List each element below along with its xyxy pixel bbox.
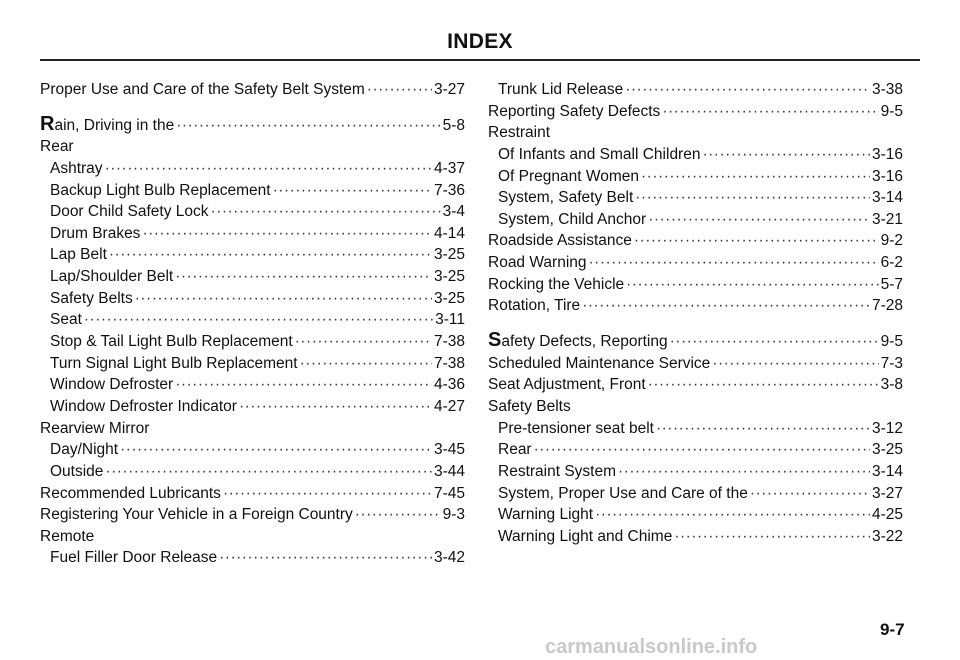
- index-entry-label: Remote: [40, 527, 95, 545]
- index-entry-label: Rocking the Vehicle: [488, 275, 625, 293]
- index-entry-page: 3-25: [433, 268, 465, 286]
- index-entry: [488, 230, 903, 252]
- index-entry: [488, 483, 903, 505]
- dot-leader: [300, 353, 432, 374]
- index-entry-label: Safety Defects, Reporting: [488, 329, 668, 352]
- dot-leader: [120, 439, 432, 460]
- index-entry: [488, 353, 903, 375]
- index-entry: [40, 483, 465, 505]
- index-entry-page: 7-38: [433, 354, 465, 372]
- index-entry-page: 3-25: [871, 441, 903, 459]
- index-entry-label: Road Warning: [488, 254, 587, 272]
- index-entry: [488, 79, 903, 101]
- dot-leader: [670, 331, 879, 352]
- dot-leader: [295, 331, 432, 352]
- index-entry: [40, 201, 465, 223]
- index-entry-label: Lap/Shoulder Belt: [50, 268, 174, 286]
- index-entry-page: 3-11: [435, 311, 465, 329]
- page-title: INDEX: [447, 30, 513, 53]
- index-entry-label: Lap Belt: [50, 246, 107, 264]
- dot-leader: [211, 201, 441, 222]
- index-entry-label: Rain, Driving in the: [40, 112, 175, 135]
- index-entry-label: Drum Brakes: [50, 224, 141, 242]
- index-entry-page: 9-2: [880, 232, 903, 250]
- index-entry-label: Window Defroster: [50, 376, 174, 394]
- dot-leader: [634, 230, 879, 251]
- dot-leader: [648, 209, 870, 230]
- index-entry: [488, 374, 903, 396]
- index-entry-page: 3-25: [433, 289, 465, 307]
- dot-leader: [648, 374, 879, 395]
- index-entry-label: Reporting Safety Defects: [488, 102, 661, 120]
- index-entry-label: Seat Adjustment, Front: [488, 376, 646, 394]
- dot-leader: [625, 79, 870, 100]
- index-entry-label: Restraint System: [498, 462, 617, 480]
- dot-leader: [641, 166, 870, 187]
- section-gap: [488, 317, 903, 331]
- index-entry-label: Safety Belts: [50, 289, 133, 307]
- index-entry-label: Day/Night: [50, 441, 119, 459]
- index-entry-label: Fuel Filler Door Release: [50, 549, 218, 567]
- index-entry-label: Of Pregnant Women: [498, 167, 640, 185]
- dot-leader: [176, 115, 440, 136]
- index-entry: [40, 439, 465, 461]
- index-entry: [488, 122, 903, 144]
- index-entry-label: Proper Use and Care of the Safety Belt System: [40, 81, 365, 98]
- dot-leader: [656, 418, 870, 439]
- index-entry-label: Scheduled Maintenance Service: [488, 354, 711, 372]
- index-entry-page: 3-45: [433, 441, 465, 459]
- dot-leader: [618, 461, 870, 482]
- index-entry-label: Of Infants and Small Children: [498, 145, 701, 163]
- index-entry-page: 9-5: [880, 333, 903, 351]
- index-entry-label: Door Child Safety Lock: [50, 203, 209, 221]
- title-rule: [40, 59, 920, 61]
- index-entry-label: System, Proper Use and Care of the: [498, 484, 748, 502]
- index-entry: [40, 223, 465, 245]
- index-entry-page: 3-14: [871, 462, 903, 480]
- index-entry-label: Outside: [50, 462, 104, 480]
- index-entry-page: 3-44: [433, 462, 465, 480]
- dot-leader: [175, 266, 432, 287]
- index-entry: [488, 166, 903, 188]
- index-entry: [488, 396, 903, 418]
- dot-leader: [750, 483, 870, 504]
- index-entry-page: 3-21: [871, 210, 903, 228]
- index-entry-page: 7-28: [871, 297, 903, 315]
- dot-leader: [219, 547, 432, 568]
- index-entry: [40, 180, 465, 202]
- index-entry-page: 7-45: [433, 484, 465, 502]
- index-entry-label: Warning Light and Chime: [498, 527, 673, 545]
- index-entry-page: 3-8: [880, 376, 903, 394]
- index-entry-page: 4-14: [433, 224, 465, 242]
- index-entry: [40, 547, 465, 569]
- index-entry-label: Window Defroster Indicator: [50, 397, 237, 415]
- index-entry-label: Turn Signal Light Bulb Replacement: [50, 354, 298, 372]
- index-entry: [488, 439, 903, 461]
- dot-leader: [142, 223, 432, 244]
- section-initial: S: [488, 329, 502, 352]
- dot-leader: [273, 180, 432, 201]
- dot-leader: [105, 461, 432, 482]
- index-entry: [488, 418, 903, 440]
- index-entry: [488, 526, 903, 548]
- index-entry: [488, 252, 903, 274]
- index-entry: [40, 309, 465, 331]
- index-entry-page: 3-22: [871, 527, 903, 545]
- page-number: 9-7: [880, 620, 905, 639]
- index-entry: [488, 209, 903, 231]
- index-entry: [488, 274, 903, 296]
- index-entry-page: 3-14: [871, 189, 903, 207]
- index-entry-page: 6-2: [880, 254, 903, 272]
- index-entry: [40, 504, 465, 526]
- dot-leader: [712, 353, 878, 374]
- index-entry-page: 5-8: [442, 116, 465, 134]
- dot-leader: [674, 526, 870, 547]
- index-entry-label: Rear: [40, 138, 74, 156]
- index-entry-page: 3-27: [871, 484, 903, 502]
- dot-leader: [662, 101, 878, 122]
- index-entry: [40, 79, 465, 101]
- dot-leader: [589, 252, 879, 273]
- index-entry-label: System, Child Anchor: [498, 210, 647, 228]
- index-entry: [40, 374, 465, 396]
- index-entry: [40, 418, 465, 440]
- index-entry: [40, 288, 465, 310]
- watermark: carmanualsonline.info: [545, 636, 758, 658]
- index-entry: [488, 144, 903, 166]
- index-entry: [40, 353, 465, 375]
- index-entry-label: Trunk Lid Release: [498, 81, 624, 98]
- index-column-right: [488, 79, 903, 547]
- dot-leader: [582, 295, 870, 316]
- index-entry-label: Rearview Mirror: [40, 419, 150, 437]
- index-column-left: [40, 79, 465, 569]
- dot-leader: [702, 144, 870, 165]
- index-entry: [40, 244, 465, 266]
- index-entry-page: 4-27: [433, 397, 465, 415]
- index-entry-label: Recommended Lubricants: [40, 484, 221, 502]
- dot-leader: [135, 288, 432, 309]
- index-entry: [40, 136, 465, 158]
- index-entry-label: Warning Light: [498, 506, 594, 524]
- index-entry-label: Registering Your Vehicle in a Foreign Country: [40, 506, 353, 524]
- dot-leader: [105, 158, 432, 179]
- section-gap: [40, 101, 465, 115]
- index-entry-page: 3-12: [871, 419, 903, 437]
- index-entry: [40, 331, 465, 353]
- index-entry-label: System, Safety Belt: [498, 189, 634, 207]
- dot-leader: [84, 309, 433, 330]
- index-entry-page: 3-16: [871, 145, 903, 163]
- index-entry-page: 4-36: [433, 376, 465, 394]
- index-entry-label: Restraint: [488, 124, 551, 142]
- index-entry-page: 4-25: [871, 506, 903, 524]
- index-entry: [40, 526, 465, 548]
- index-entry: [40, 461, 465, 483]
- index-entry-label: Rear: [498, 441, 532, 459]
- index-entry-label: Pre-tensioner seat belt: [498, 419, 654, 437]
- dot-leader: [109, 244, 432, 265]
- dot-leader: [367, 79, 432, 100]
- index-entry: [488, 504, 903, 526]
- index-entry: [488, 295, 903, 317]
- index-entry: [488, 101, 903, 123]
- index-entry: [488, 331, 903, 353]
- index-entry-label: Stop & Tail Light Bulb Replacement: [50, 333, 293, 351]
- index-entry: [40, 396, 465, 418]
- dot-leader: [635, 187, 870, 208]
- index-entry: [488, 187, 903, 209]
- index-entry-label: Backup Light Bulb Replacement: [50, 181, 271, 199]
- index-entry-page: 5-7: [880, 275, 903, 293]
- index-entry-page: 3-16: [871, 167, 903, 185]
- index-entry-page: 9-3: [442, 506, 465, 524]
- index-entry-page: 7-3: [880, 354, 903, 372]
- dot-leader: [223, 483, 432, 504]
- dot-leader: [239, 396, 432, 417]
- index-entry-page: 3-38: [871, 81, 903, 98]
- index-entry-label: Safety Belts: [488, 397, 571, 415]
- index-entry-page: 9-5: [880, 102, 903, 120]
- index-entry-label: Rotation, Tire: [488, 297, 581, 315]
- index-entry-page: 3-25: [433, 246, 465, 264]
- index-entry-page: 3-42: [433, 549, 465, 567]
- index-entry-page: 7-36: [433, 181, 465, 199]
- section-initial: R: [40, 112, 55, 135]
- dot-leader: [626, 274, 878, 295]
- index-entry-label: Ashtray: [50, 159, 103, 177]
- index-entry: [40, 158, 465, 180]
- index-entry: [40, 112, 465, 137]
- index-entry-page: 3-27: [433, 81, 465, 98]
- dot-leader: [175, 374, 432, 395]
- dot-leader: [355, 504, 441, 525]
- index-entry: [488, 461, 903, 483]
- index-entry-label: Seat: [50, 311, 82, 329]
- dot-leader: [534, 439, 870, 460]
- index-entry: [40, 266, 465, 288]
- index-entry-label: Roadside Assistance: [488, 232, 632, 250]
- index-entry-page: 4-37: [433, 159, 465, 177]
- index-entry-page: 7-38: [433, 333, 465, 351]
- index-entry-page: 3-4: [442, 203, 465, 221]
- dot-leader: [595, 504, 870, 525]
